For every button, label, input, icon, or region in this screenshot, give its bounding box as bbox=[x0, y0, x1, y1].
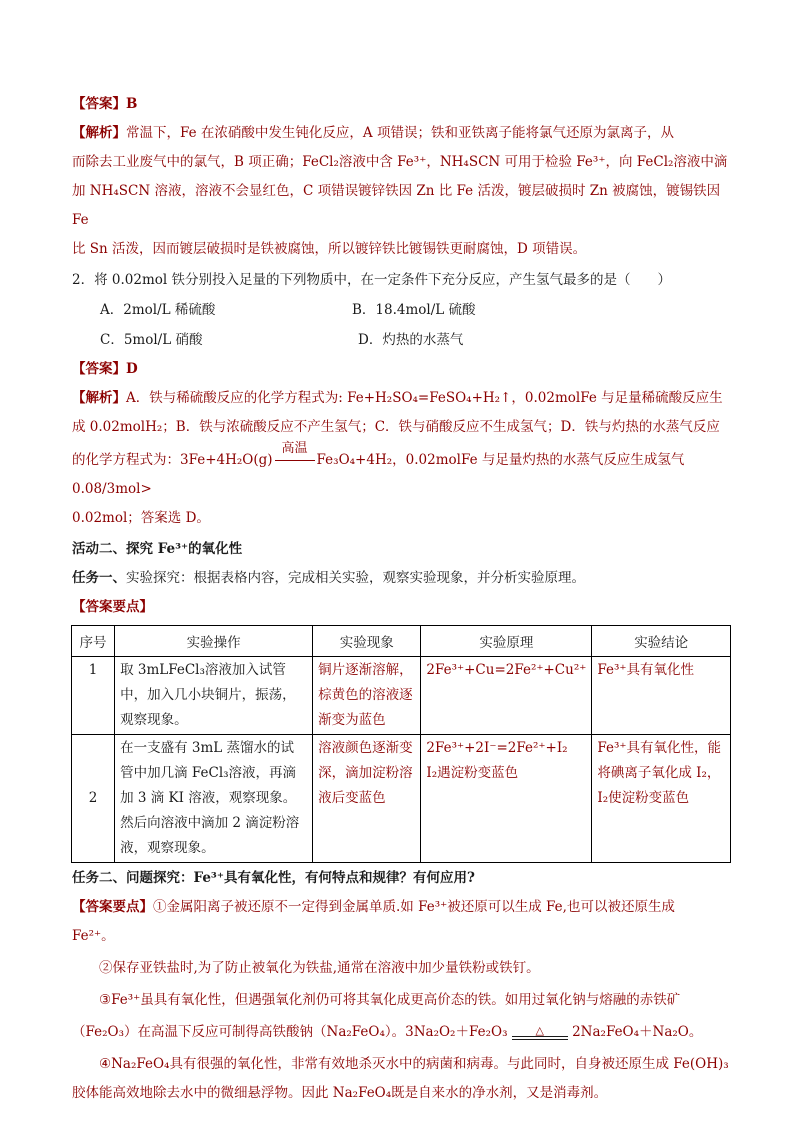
task2-point1: 【答案要点】①金属阳离子被还原不一定得到金属单质.如 Fe³⁺被还原可以生成 Fe,也可以被还原生成 bbox=[72, 899, 675, 915]
q1-analysis-line-3: 加 NH₄SCN 溶液，溶液不会显红色，C 项错误镀锌铁因 Zn 比 Fe 活泼，镀层破损时 Zn 被腐蚀，镀锡铁因 Fe bbox=[72, 183, 721, 228]
task2-point3: ③Fe³⁺虽具有氧化性，但遇强氧化剂仍可将其氧化成更高价态的铁。如用过氧化钠与熔融的赤铁矿 bbox=[99, 992, 681, 1008]
q2-analysis-line-2: 成 0.02molH₂；B．铁与浓硫酸反应不产生氢气；C．铁与硝酸反应不生成氢气；D．铁与灼热的水蒸气反应 bbox=[72, 419, 720, 435]
row1-operation: 取 3mLFeCl₃溶液加入试管中，加入几小块铜片，振荡，观察现象。 bbox=[115, 657, 313, 735]
col-header-num: 序号 bbox=[72, 626, 115, 657]
col-header-principle: 实验原理 bbox=[421, 626, 592, 657]
q2-options-row-2 bbox=[72, 325, 732, 355]
q2-analysis-line-1: 【解析】A．铁与稀硫酸反应的化学方程式为: Fe+H₂SO₄=FeSO₄+H₂↑，0.02molFe 与足量稀硫酸反应生 bbox=[72, 390, 723, 406]
q1-analysis-line-4: 比 Sn 活泼，因而镀层破损时是铁被腐蚀，所以镀锌铁比镀锡铁更耐腐蚀，D 项错误。 bbox=[72, 241, 587, 257]
q2-option-b: B．18.4mol/L 硫酸 bbox=[352, 302, 476, 318]
row2-principle bbox=[421, 735, 592, 863]
task2-point2: ②保存亚铁盐时,为了防止被氧化为铁盐,通常在溶液中加少量铁粉或铁钉。 bbox=[99, 960, 540, 976]
task2-point1-cont: Fe²⁺。 bbox=[72, 928, 115, 944]
q2-analysis-line-4: 0.02mol；答案选 D。 bbox=[72, 510, 210, 526]
q2-option-c: C．5mol/L 硝酸 bbox=[100, 332, 203, 348]
col-header-conclusion: 实验结论 bbox=[592, 626, 731, 657]
task1-answer-points-label: 【答案要点】 bbox=[72, 599, 153, 615]
row1-conclusion: Fe³⁺具有氧化性 bbox=[592, 657, 731, 735]
table-row bbox=[72, 657, 731, 735]
task2-point4-cont: 胶体能高效地除去水中的微细悬浮物。因此 Na₂FeO₄既是自来水的净水剂，又是消毒剂。 bbox=[72, 1085, 608, 1101]
q1-analysis-line-2: 而除去工业废气中的氯气，B 项正确；FeCl₂溶液中含 Fe³⁺，NH₄SCN 可用于检验 Fe³⁺，向 FeCl₂溶液中滴 bbox=[72, 154, 728, 170]
row1-principle: 2Fe³⁺+Cu=2Fe²⁺+Cu²⁺ bbox=[421, 657, 592, 735]
q1-analysis-line-1: 【解析】常温下，Fe 在浓硝酸中发生钝化反应，A 项错误；铁和亚铁离子能将氯气还原为氯离子，从 bbox=[72, 125, 674, 141]
q2-options-row-1 bbox=[72, 295, 732, 325]
table-header-row bbox=[72, 626, 731, 657]
q2-stem: 2．将 0.02mol 铁分别投入足量的下列物质中，在一定条件下充分反应，产生氢气最多的是（ ） bbox=[72, 272, 671, 288]
row2-principle-equation: 2Fe³⁺+2I⁻=2Fe²⁺+I₂ bbox=[426, 740, 568, 756]
table-row bbox=[72, 735, 731, 863]
high-temp-condition: 高温 bbox=[273, 446, 317, 475]
col-header-operation: 实验操作 bbox=[115, 626, 313, 657]
q1-answer: 【答案】B bbox=[72, 96, 138, 112]
q2-option-d: D．灼热的水蒸气 bbox=[358, 332, 464, 348]
q2-option-a: A．2mol/L 稀硫酸 bbox=[100, 302, 216, 318]
task1: 任务一、实验探究：根据表格内容，完成相关实验，观察实验现象，并分析实验原理。 bbox=[72, 570, 585, 586]
q2-answer: 【答案】D bbox=[72, 361, 138, 377]
row1-num: 1 bbox=[72, 657, 115, 735]
row2-principle-starch: I₂遇淀粉变蓝色 bbox=[426, 765, 519, 781]
document-page bbox=[72, 90, 732, 1108]
row2-conclusion: Fe³⁺具有氧化性，能将碘离子氧化成 I₂，I₂使淀粉变蓝色 bbox=[592, 735, 731, 863]
experiment-table bbox=[71, 625, 731, 863]
task2-point4: ④Na₂FeO₄具有很强的氧化性，非常有效地杀灭水中的病菌和病毒。与此同时，自身被还原生成 Fe(OH)₃ bbox=[99, 1056, 729, 1072]
task2-point3-cont: （Fe₂O₃）在高温下反应可制得高铁酸钠（Na₂FeO₄）。3Na₂O₂＋Fe₂O₃ △ 2Na₂FeO₄＋Na₂O。 bbox=[72, 1023, 703, 1040]
q2-analysis-line-3: 的化学方程式为：3Fe+4H₂O(g) 高温 Fe₃O₄+4H₂，0.02molFe 与足量灼热的水蒸气反应生成氢气 0.08/3mol> bbox=[72, 441, 685, 497]
row2-num: 2 bbox=[72, 735, 115, 863]
row2-phenomenon: 溶液颜色逐渐变深，滴加淀粉溶液后变蓝色 bbox=[313, 735, 421, 863]
activity2-title: 活动二、探究 Fe³⁺的氧化性 bbox=[72, 541, 243, 557]
row2-operation: 在一支盛有 3mL 蒸馏水的试管中加几滴 FeCl₃溶液，再滴加 3 滴 KI 溶液，观察现象。然后向溶液中滴加 2 滴淀粉溶液，观察现象。 bbox=[115, 735, 313, 863]
col-header-phenomenon: 实验现象 bbox=[313, 626, 421, 657]
task2: 任务二、问题探究：Fe³⁺具有氧化性，有何特点和规律？有何应用? bbox=[72, 870, 475, 886]
row1-phenomenon: 铜片逐渐溶解，棕黄色的溶液逐渐变为蓝色 bbox=[313, 657, 421, 735]
heating-condition: △ bbox=[512, 1026, 568, 1040]
